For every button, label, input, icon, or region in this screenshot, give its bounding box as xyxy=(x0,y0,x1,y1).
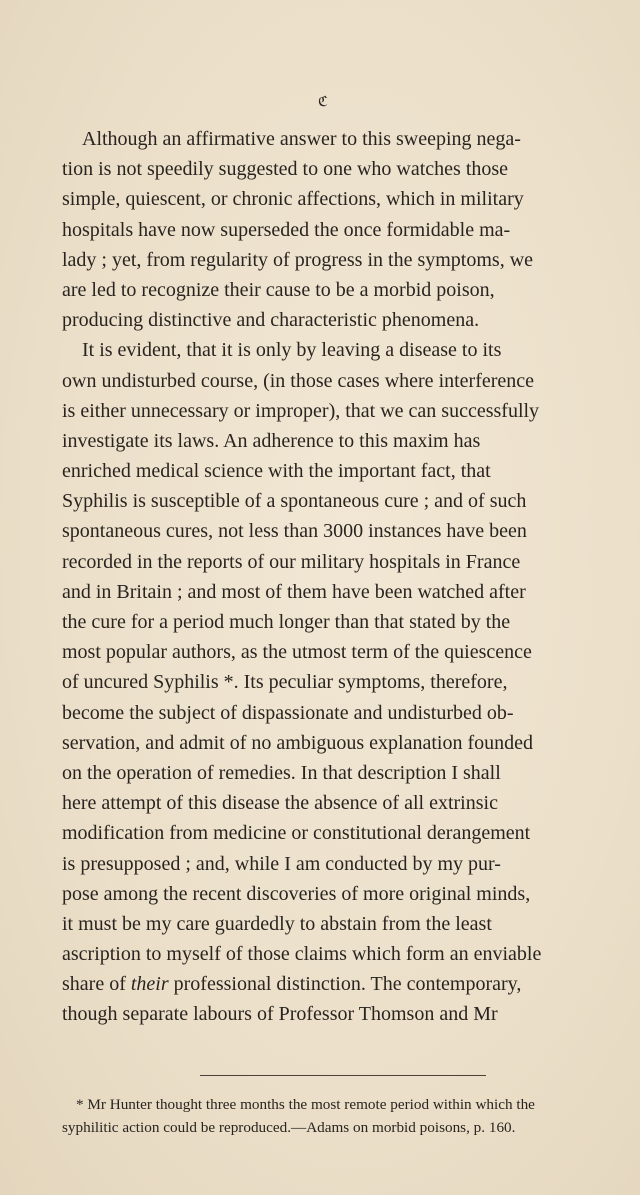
text-line xyxy=(62,969,628,999)
text-line: is either unnecessary or improper), that we can successfully xyxy=(62,399,540,422)
signature-mark: ℭ xyxy=(318,95,328,110)
text-line: spontaneous cures, not less than 3000 instances have been xyxy=(62,520,527,543)
footnote-line: syphilitic action could be reproduced.—Adams on morbid poisons, p. 160. xyxy=(62,1119,516,1136)
footnote-divider xyxy=(200,1075,486,1076)
italic-word: their xyxy=(130,973,169,996)
text-line: and in Britain ; and most of them have been watched after xyxy=(62,580,526,603)
text-line: are led to recognize their cause to be a morbid poison, xyxy=(62,278,495,301)
text-line: recorded in the reports of our military hospitals in France xyxy=(62,550,521,573)
body-text xyxy=(62,124,628,1030)
text-line: producing distinctive and characteristic phenomena. xyxy=(62,309,480,332)
text-line: most popular authors, as the utmost term of the quiescence xyxy=(62,641,532,664)
text-line: on the operation of remedies. In that description I shall xyxy=(62,761,501,784)
text-line: of uncured Syphilis *. Its peculiar symptoms, therefore, xyxy=(62,671,508,694)
text-line: hospitals have now superseded the once formidable ma- xyxy=(62,218,511,241)
text-line: here attempt of this disease the absence of all extrinsic xyxy=(62,792,498,815)
text-line: modification from medicine or constitutional derangement xyxy=(62,822,531,845)
footnote-line: * Mr Hunter thought three months the most remote period within which the xyxy=(76,1096,535,1113)
text-line: Syphilis is susceptible of a spontaneous cure ; and of such xyxy=(62,490,527,513)
text-line: pose among the recent discoveries of more original minds, xyxy=(62,882,531,905)
text-line: simple, quiescent, or chronic affections, which in military xyxy=(62,188,524,211)
text-line: tion is not speedily suggested to one who watches those xyxy=(62,158,509,181)
text-line: the cure for a period much longer than that stated by the xyxy=(62,611,511,633)
text-line: ascription to myself of those claims which form an enviable xyxy=(62,943,542,966)
footnote xyxy=(62,1093,628,1139)
text-line: investigate its laws. An adherence to this maxim has xyxy=(62,429,481,452)
text-line: It is evident, that it is only by leaving a disease to its xyxy=(82,339,502,362)
text-line: become the subject of dispassionate and undisturbed ob- xyxy=(62,701,514,724)
text-line: lady ; yet, from regularity of progress in the symptoms, we xyxy=(62,248,534,271)
text-line: it must be my care guardedly to abstain from the least xyxy=(62,912,492,935)
text-line: is presupposed ; and, while I am conducted by my pur- xyxy=(62,852,501,875)
text-segment: share of xyxy=(62,973,131,996)
text-line: though separate labours of Professor Thomson and Mr xyxy=(62,1003,498,1026)
text-segment: professional distinction. The contemporary, xyxy=(168,973,522,996)
text-line: Although an affirmative answer to this sweeping nega- xyxy=(82,128,521,150)
text-line: own undisturbed course, (in those cases where interference xyxy=(62,369,535,392)
text-line: enriched medical science with the important fact, that xyxy=(62,460,491,483)
text-line: servation, and admit of no ambiguous explanation founded xyxy=(62,731,534,754)
